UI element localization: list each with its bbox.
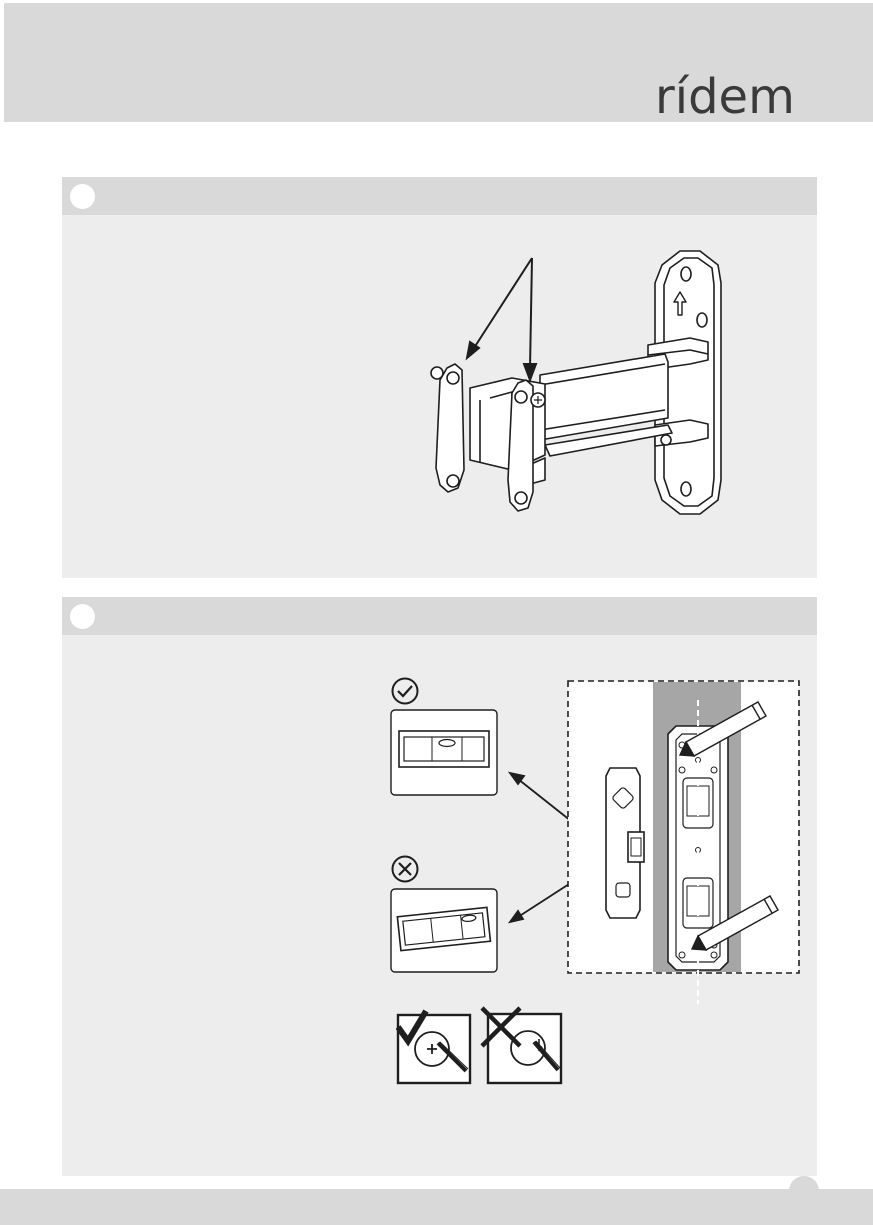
page-number-tab: [789, 1176, 819, 1206]
step-2-number-circle: [70, 604, 95, 629]
step-1-number-circle: [70, 184, 95, 209]
header-band: [4, 3, 873, 125]
check-circle-icon: [390, 676, 420, 706]
marking-detail-illustration: [566, 679, 801, 1006]
step-1-header: [62, 177, 817, 215]
screw-incorrect-icon: [478, 1004, 566, 1086]
screw-correct-icon: [396, 1009, 474, 1085]
level-correct-illustration: [390, 709, 498, 797]
level-incorrect-illustration: [390, 888, 498, 974]
wall-mount-arm-illustration: [405, 248, 745, 526]
brand-logo: rídem: [655, 69, 795, 125]
x-circle-icon: [390, 854, 420, 884]
footer-band: [0, 1189, 873, 1225]
step-2-header: [62, 597, 817, 635]
